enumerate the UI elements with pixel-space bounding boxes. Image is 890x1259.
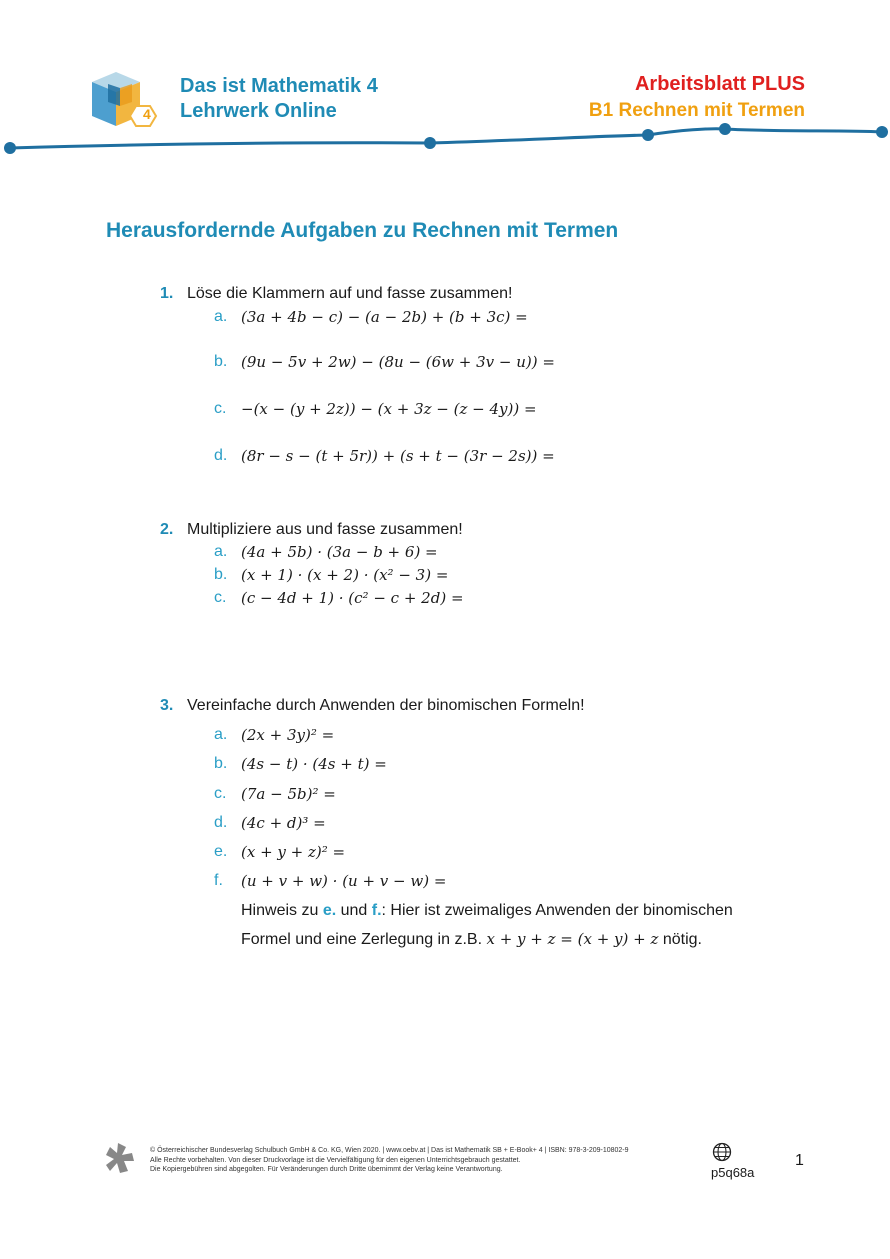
hint-text-3: nötig. [658, 931, 702, 948]
expression: (7a − 5b)² = [241, 785, 336, 803]
footer-line-2: Alle Rechte vorbehalten. Von dieser Druckvorlage ist die Vervielfältigung für den eigenen Unterrichtsgebrauch gestattet. [150, 1156, 521, 1164]
item-letter: a. [214, 543, 228, 560]
header-wave-line [0, 120, 890, 165]
expression: (8r − s − (t + 5r)) + (s + t − (3r − 2s)) = [241, 447, 555, 465]
hint-ref-e: e. [322, 902, 337, 919]
hint-prefix: Hinweis zu [241, 902, 323, 919]
item-letter: b. [214, 755, 228, 772]
item-letter: b. [214, 566, 228, 583]
item-letter: d. [214, 447, 228, 464]
task-number: 2. [160, 521, 174, 538]
item-letter: b. [214, 353, 228, 370]
hint-text [241, 896, 801, 954]
item-letter: c. [214, 400, 227, 417]
brand-subtitle: Lehrwerk Online [180, 100, 337, 122]
item-letter: d. [214, 814, 228, 831]
expression: (c − 4d + 1) · (c² − c + 2d) = [241, 589, 464, 607]
expression: (4c + d)³ = [241, 814, 326, 832]
expression: (4a + 5b) · (3a − b + 6) = [241, 543, 438, 561]
brand-title: Das ist Mathematik 4 [180, 75, 378, 97]
footer-copyright [150, 1146, 710, 1175]
expression: (2x + 3y)² = [241, 726, 335, 744]
task-number: 3. [160, 697, 174, 714]
expression: (4s − t) · (4s + t) = [241, 755, 387, 773]
hint-ref-f: f. [371, 902, 382, 919]
footer-line-3: Die Kopiergebühren sind abgegolten. Für Veränderungen durch Dritte übernimmt der Verlag keine Verantwortung. [150, 1166, 503, 1173]
header [0, 0, 890, 170]
hint-formula: x + y + z = (x + y) + z [486, 930, 659, 948]
item-letter: a. [214, 308, 228, 325]
publisher-logo-icon [104, 1141, 136, 1175]
expression: (x + 1) · (x + 2) · (x² − 3) = [241, 566, 449, 584]
hint-and: und [336, 902, 372, 919]
footer-line-1: © Österreichischer Bundesverlag Schulbuch GmbH & Co. KG, Wien 2020. | www.oebv.at | Das ist Mathematik SB + E-Book+ 4 | ISBN: 978-3-209-10802-9 [150, 1147, 629, 1154]
item-letter: f. [214, 872, 223, 889]
worksheet-title: Arbeitsblatt PLUS [634, 73, 805, 95]
expression: (x + y + z)² = [241, 843, 346, 861]
item-letter: a. [214, 726, 228, 743]
hint-text-2: Formel und eine Zerlegung in z.B. [241, 931, 487, 948]
task-number: 1. [160, 285, 174, 302]
online-code[interactable]: p5q68a [711, 1165, 755, 1180]
expression: (9u − 5v + 2w) − (8u − (6w + 3v − u)) = [241, 353, 555, 371]
expression: (3a + 4b − c) − (a − 2b) + (b + 3c) = [241, 308, 528, 326]
task-instruction: Löse die Klammern auf und fasse zusammen! [187, 285, 513, 302]
page-title: Herausfordernde Aufgaben zu Rechnen mit Termen [106, 219, 619, 242]
globe-icon[interactable] [711, 1141, 733, 1163]
task-instruction: Multipliziere aus und fasse zusammen! [187, 521, 463, 538]
item-letter: c. [214, 589, 227, 606]
item-letter: c. [214, 785, 227, 802]
task-instruction: Vereinfache durch Anwenden der binomischen Formeln! [187, 697, 585, 714]
item-letter: e. [214, 843, 228, 860]
logo-badge-number: 4 [143, 106, 151, 122]
expression: (u + v + w) · (u + v − w) = [241, 872, 447, 890]
expression: −(x − (y + 2z)) − (x + 3z − (z − 4y)) = [241, 400, 537, 418]
page-number: 1 [795, 1152, 804, 1169]
hint-text-1: : Hier ist zweimaliges Anwenden der binomischen [381, 902, 733, 919]
worksheet-subtitle: B1 Rechnen mit Termen [588, 100, 805, 121]
